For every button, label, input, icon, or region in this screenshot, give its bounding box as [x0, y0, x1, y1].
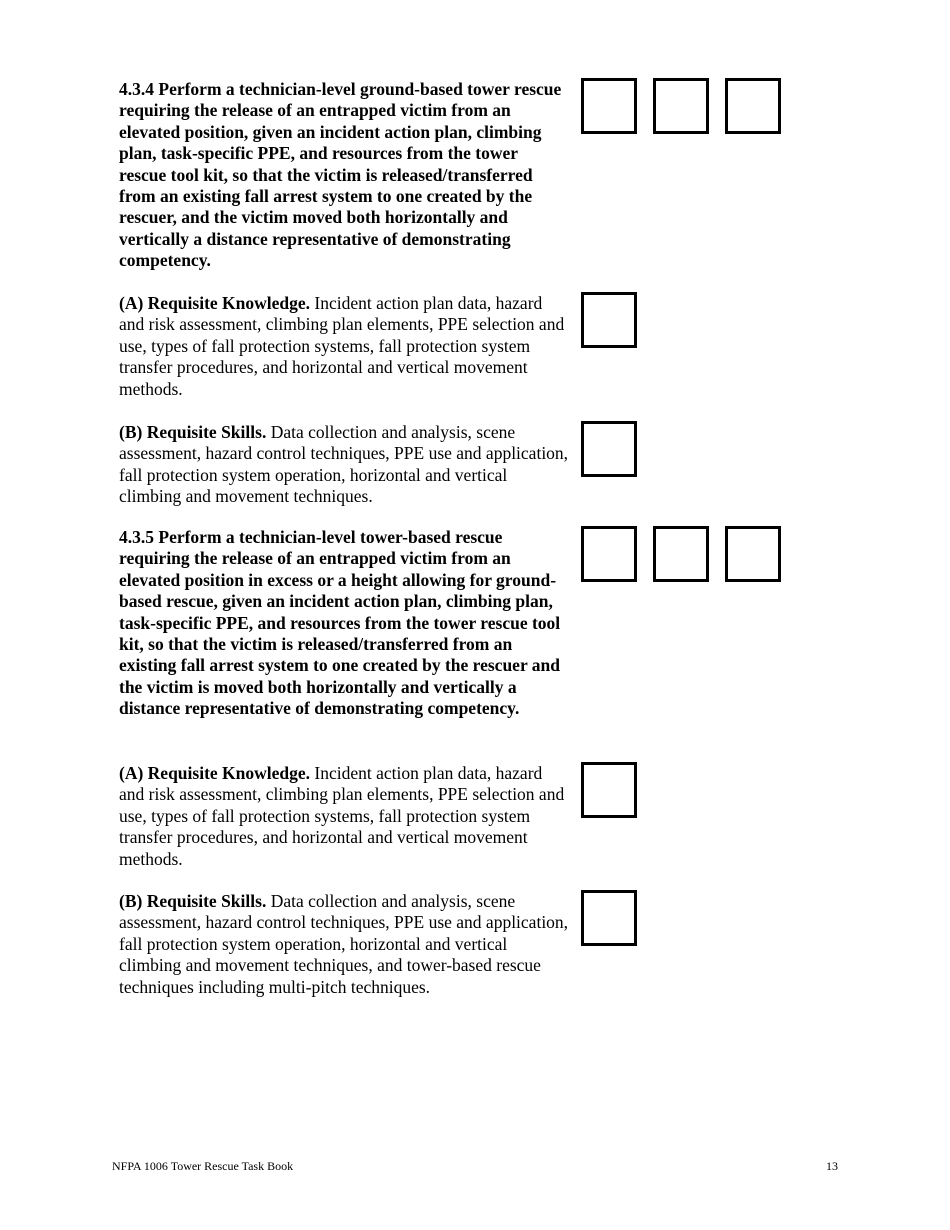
- checkbox[interactable]: [725, 526, 781, 582]
- section-4-3-5-knowledge-checkboxes: [581, 762, 637, 818]
- checkbox[interactable]: [725, 78, 781, 134]
- checkbox[interactable]: [581, 78, 637, 134]
- section-4-3-4-knowledge: [119, 293, 569, 400]
- checkbox[interactable]: [581, 421, 637, 477]
- section-text: 4.3.4 Perform a technician-level ground-based tower rescue requiring the release of an entrapped victim from an elevated position, given an incident action plan, climbing plan, task-specific PPE, and resources from the tower rescue tool kit, so that the victim is released/transferred from an existing fall arrest system to one created by the rescuer, and the victim moved both horizontally and vertically a distance representative of demonstrating competency.: [119, 79, 562, 271]
- knowledge-text: Incident action plan data, hazard and risk assessment, climbing plan elements, PPE selection and use, types of fall protection systems, fall protection system transfer procedures, and horizontal and vertical movement methods.: [119, 763, 565, 869]
- checkbox[interactable]: [581, 292, 637, 348]
- checkbox[interactable]: [581, 890, 637, 946]
- skills-text: Data collection and analysis, scene assessment, hazard control techniques, PPE use and application, fall protection system operation, horizontal and vertical climbing and movement techniques, and tower-based rescue techniques including multi-pitch techniques.: [119, 891, 569, 997]
- section-4-3-4-checkboxes: [581, 78, 781, 134]
- knowledge-label: (A) Requisite Knowledge.: [119, 763, 311, 783]
- knowledge-label: (A) Requisite Knowledge.: [119, 293, 311, 313]
- section-4-3-5-skills: [119, 891, 569, 998]
- skills-text: Data collection and analysis, scene assessment, hazard control techniques, PPE use and application, fall protection system operation, horizontal and vertical climbing and movement techniques.: [119, 422, 569, 507]
- skills-label: (B) Requisite Skills.: [119, 891, 267, 911]
- section-4-3-4-skills-checkboxes: [581, 421, 637, 477]
- checkbox[interactable]: [653, 78, 709, 134]
- section-4-3-5-knowledge: [119, 763, 569, 870]
- skills-label: (B) Requisite Skills.: [119, 422, 267, 442]
- footer-title: NFPA 1006 Tower Rescue Task Book: [112, 1159, 294, 1173]
- section-4-3-5-skills-checkboxes: [581, 890, 637, 946]
- checkbox[interactable]: [581, 762, 637, 818]
- checkbox[interactable]: [653, 526, 709, 582]
- section-4-3-4-heading: [119, 79, 569, 272]
- checkbox[interactable]: [581, 526, 637, 582]
- section-4-3-4-skills: [119, 422, 569, 508]
- knowledge-text: Incident action plan data, hazard and risk assessment, climbing plan elements, PPE selection and use, types of fall protection systems, fall protection system transfer procedures, and horizontal and vertical movement methods.: [119, 293, 565, 399]
- section-4-3-5-checkboxes: [581, 526, 781, 582]
- section-text: 4.3.5 Perform a technician-level tower-based rescue requiring the release of an entrapped victim from an elevated position in excess or a height allowing for ground-based rescue, given an incident action plan, climbing plan, task-specific PPE, and resources from the tower rescue tool kit, so that the victim is released/transferred from an existing fall arrest system to one created by the rescuer and the victim is moved both horizontally and vertically a distance representative of demonstrating competency.: [119, 527, 561, 719]
- page-number: 13: [826, 1159, 838, 1173]
- section-4-3-5-heading: [119, 527, 569, 720]
- section-4-3-4-knowledge-checkboxes: [581, 292, 637, 348]
